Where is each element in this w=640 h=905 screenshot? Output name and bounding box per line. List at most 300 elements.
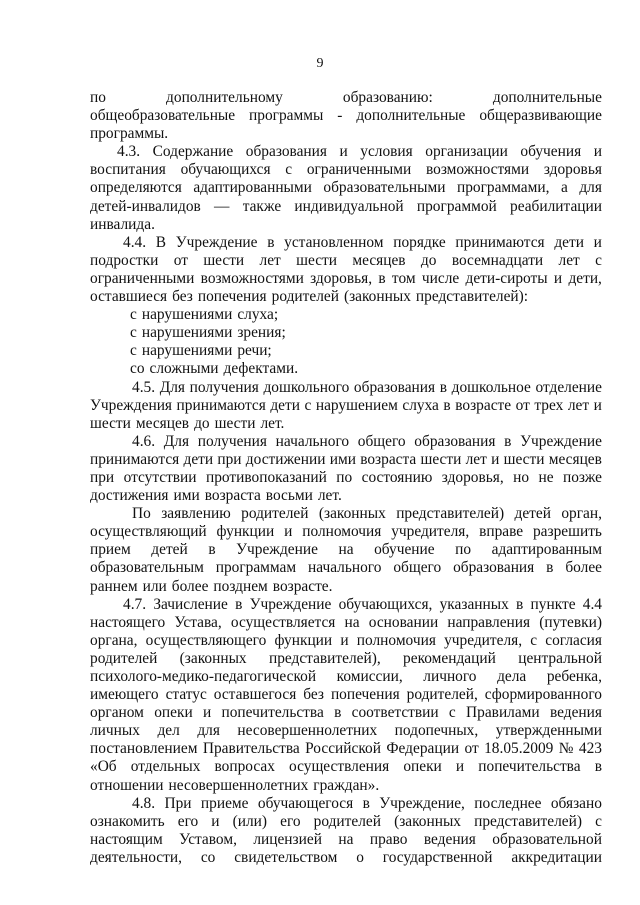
word: противопоказаний [205, 468, 327, 486]
word: без [303, 686, 324, 704]
word: По [132, 505, 151, 523]
word: образовательной [492, 830, 602, 848]
word: и [553, 269, 563, 287]
text-line [90, 216, 602, 234]
word: в [208, 541, 216, 559]
word: с [448, 704, 456, 722]
text-line [90, 559, 602, 577]
word: 423 [578, 740, 602, 758]
word: программой [416, 197, 497, 215]
word: ими [329, 450, 356, 468]
word: в [235, 595, 243, 613]
word: попечительства [478, 758, 581, 776]
word: личных [90, 722, 140, 740]
word: и [340, 631, 349, 649]
word: получения [197, 432, 267, 450]
word: позже [562, 468, 602, 486]
word: дети [270, 396, 300, 414]
word: обучающихся, [338, 595, 433, 613]
word: общего [357, 432, 406, 450]
word: программы. [90, 125, 169, 143]
word: в [378, 269, 386, 287]
word: обучающихся [180, 161, 271, 179]
word: с [130, 306, 137, 324]
word: ими [173, 487, 200, 505]
word: учредителя, [444, 631, 523, 649]
word: и [455, 758, 465, 776]
word: пункте [530, 595, 576, 613]
text-line [90, 758, 602, 776]
text-line [90, 831, 602, 849]
word: представителей): [415, 288, 529, 306]
word: Российской [305, 740, 381, 758]
word: вопросах [214, 758, 275, 776]
word: условия [360, 143, 413, 161]
word: лет [558, 251, 580, 269]
text-line [90, 415, 602, 433]
word: Уставом, [179, 830, 237, 848]
word: 4.8. [132, 794, 156, 812]
word: адаптированными [193, 179, 312, 197]
word: детей [514, 505, 551, 523]
word: дел [157, 722, 180, 740]
word: 4.3. [117, 143, 141, 161]
word: право [369, 830, 408, 848]
word: принимаются [90, 450, 180, 468]
word: но [513, 468, 530, 486]
word: по [336, 468, 353, 486]
word: воспитания [90, 161, 166, 179]
word: речи; [237, 342, 272, 360]
word: обучающегося [257, 794, 354, 812]
word: подопечных, [394, 722, 479, 740]
word: № [558, 740, 574, 758]
word: раннем [90, 577, 138, 595]
word: полномочия [356, 631, 436, 649]
text-line [90, 686, 602, 704]
word: дошкольного [263, 378, 350, 396]
word: с [595, 251, 602, 269]
text-line [90, 451, 602, 469]
word: Учреждение [520, 432, 602, 450]
word: дополнительные [492, 89, 602, 106]
text-line [90, 740, 602, 758]
word: (законных [179, 649, 247, 667]
word: том [391, 269, 416, 287]
word: Для [163, 432, 190, 450]
word: нарушениями [141, 306, 233, 324]
word: с [285, 161, 293, 179]
word: от [173, 251, 188, 269]
text-line [90, 342, 602, 360]
word: орган, [561, 505, 602, 523]
word: образования [453, 559, 535, 577]
word: ознакомить [90, 812, 165, 830]
text-line [90, 234, 602, 252]
word: на [338, 541, 354, 559]
word: (законных [318, 505, 386, 523]
word: состоянию [361, 468, 433, 486]
word: осуществляющего [145, 631, 267, 649]
word: начального [275, 432, 350, 450]
word: попечения [330, 686, 400, 704]
word: организации [425, 143, 508, 161]
text-line [90, 813, 602, 831]
word: в [439, 378, 448, 396]
word: позднем [213, 577, 268, 595]
word: ограниченными [90, 269, 195, 287]
word: без [172, 288, 193, 306]
word: осуществляющий [90, 523, 207, 541]
word: и [593, 233, 602, 251]
word: возрасте [455, 396, 512, 414]
word: направления [447, 613, 531, 631]
word: психолого-медико-педагогической [90, 668, 317, 685]
word: (законных [343, 288, 411, 306]
text-line [90, 668, 602, 686]
word: дошкольное [451, 378, 531, 396]
word: зрения; [237, 324, 286, 342]
document-body [90, 89, 602, 867]
word: Учреждение [175, 233, 258, 251]
word: рекомендаций [403, 649, 496, 667]
word: и [593, 143, 602, 161]
word: 4.4. [123, 233, 147, 251]
word: центральной [518, 649, 602, 667]
word: и [211, 812, 220, 830]
word: лет. [260, 414, 285, 432]
text-line [90, 324, 602, 342]
word: программами, [456, 179, 550, 197]
word: Правительства [202, 740, 300, 758]
word: ведения [423, 830, 476, 848]
word: осуществления [289, 758, 390, 776]
word: - [337, 107, 343, 125]
word: с [130, 324, 137, 342]
word: 4.6. [132, 432, 156, 450]
text-line [90, 107, 602, 125]
word: нарушениями [141, 324, 233, 342]
word: не [538, 468, 554, 486]
word: с [304, 396, 312, 414]
word: возраста [204, 487, 261, 505]
word: месяцев [352, 251, 406, 269]
word: вправе [479, 523, 524, 541]
word: дети-сироты [465, 269, 548, 287]
word: инвалида. [90, 215, 155, 233]
word: образованию: [342, 89, 433, 106]
word: общего [393, 559, 442, 577]
word: шести [420, 450, 462, 468]
word: индивидуальной [294, 197, 404, 215]
word: числе [421, 269, 460, 287]
text-line [90, 795, 602, 813]
word: дополнительные [356, 107, 466, 125]
word: Учреждение [249, 595, 332, 613]
text-line [90, 578, 602, 596]
word: нарушениями [141, 342, 233, 360]
text-line [90, 89, 602, 107]
word: в [516, 595, 524, 613]
word: возможностями [425, 161, 530, 179]
text-line [90, 650, 602, 668]
word: получения [189, 378, 259, 396]
word: При [164, 794, 192, 812]
text-line [90, 505, 602, 523]
word: согласия [545, 631, 602, 649]
word: ребенка, [546, 668, 602, 685]
word: 4.5. [132, 378, 156, 396]
word: принимаются [176, 396, 266, 414]
word: образовательным [90, 559, 204, 577]
text-line [90, 541, 602, 559]
word: утвержденными [495, 722, 602, 740]
word: 4.7. [123, 595, 147, 613]
word: в [504, 432, 512, 450]
word: со [200, 848, 216, 866]
word: детей [151, 541, 188, 559]
text-line [90, 143, 602, 161]
word: и [593, 396, 602, 414]
word: лет. [317, 487, 342, 505]
word: шести [503, 450, 545, 468]
text-line [90, 523, 602, 541]
word: в [594, 758, 602, 776]
word: Учреждение [236, 541, 318, 559]
text-line [90, 704, 602, 722]
word: родителей, [406, 686, 478, 704]
word: в [546, 559, 554, 577]
word: комиссии, [336, 668, 403, 685]
word: и [491, 450, 500, 468]
word: учредителя, [391, 523, 470, 541]
word: В [155, 233, 167, 251]
word: принимаются [455, 233, 545, 251]
word: от [515, 396, 530, 414]
word: по [455, 541, 472, 559]
word: последнее [474, 794, 542, 812]
word: начального [308, 559, 382, 577]
text-line [90, 179, 602, 197]
text-line [90, 306, 602, 324]
word: родителей [90, 649, 158, 667]
word: также [242, 197, 282, 215]
word: родителей [241, 505, 309, 523]
word: трех [534, 396, 564, 414]
word: разрешить [532, 523, 602, 541]
word: отдельных [130, 758, 201, 776]
word: образования [414, 432, 496, 450]
word: при [90, 468, 115, 486]
word: основании [368, 613, 439, 631]
word: обучения [520, 143, 582, 161]
text-line [90, 433, 602, 451]
word: в [267, 233, 275, 251]
word: Учреждения [90, 396, 173, 414]
word: заявлению [161, 505, 231, 523]
word: от [464, 740, 479, 758]
word: несовершеннолетних [237, 722, 378, 740]
word: для [579, 179, 602, 197]
word: восемнадцати [451, 251, 544, 269]
word: Для [159, 378, 185, 396]
word: статус [165, 686, 207, 704]
word: свидетельством [234, 848, 338, 866]
word: и [284, 523, 293, 541]
word: реабилитации [510, 197, 602, 215]
word: в [362, 794, 370, 812]
word: опеки [154, 704, 193, 722]
word: указанных [439, 595, 509, 613]
word: постановлением [90, 740, 198, 758]
text-line [90, 469, 602, 487]
word: программам [215, 559, 297, 577]
word: ведения [549, 704, 602, 722]
word: настоящего [90, 613, 166, 631]
word: здоровья [543, 161, 602, 179]
word: возрасте. [272, 577, 333, 595]
word: отсутствии [123, 468, 197, 486]
word: оставшегося [213, 686, 297, 704]
word: о [356, 848, 364, 866]
text-line [90, 397, 602, 415]
word: его [280, 812, 301, 830]
word: имеющего [90, 686, 159, 704]
word: отношении [90, 776, 164, 794]
word: со [130, 360, 145, 378]
word: образования [353, 378, 436, 396]
word: обязано [550, 794, 602, 812]
word: шести [214, 414, 256, 432]
word: общеобразовательные [90, 107, 236, 125]
word: Учреждение, [379, 794, 465, 812]
word: (законных [394, 812, 461, 830]
word: ограниченными [306, 161, 412, 179]
word: для [197, 722, 220, 740]
text-line [90, 198, 602, 216]
word: общеразвивающие [479, 107, 602, 125]
word: подростки [90, 251, 159, 269]
word: программы [249, 107, 324, 125]
word: возможностями [200, 269, 304, 287]
word: 4.4 [582, 595, 602, 613]
word: родителей [271, 288, 339, 306]
word: по [90, 89, 106, 106]
word: Правилами [466, 704, 540, 722]
word: сформированного [484, 686, 602, 704]
word: представителей) [396, 505, 505, 523]
text-line [90, 632, 602, 650]
word: функции [274, 631, 333, 649]
word: с [130, 342, 137, 360]
word: с [530, 631, 538, 649]
word: попечительства [221, 704, 324, 722]
word: полномочия [302, 523, 382, 541]
word: и [202, 704, 212, 722]
word: сложными [149, 360, 219, 378]
word: представителей), [268, 649, 381, 667]
word: (путевки) [539, 613, 602, 631]
word: детей-инвалидов [90, 197, 201, 215]
word: Зачисление [153, 595, 228, 613]
word: определяются [90, 179, 182, 197]
word: восьми [265, 487, 313, 505]
word: дети [554, 233, 584, 251]
text-line [90, 849, 602, 867]
word: дефектами. [223, 360, 299, 378]
word: месяцев [548, 450, 602, 468]
word: осуществляется [230, 613, 336, 631]
text-line [90, 360, 602, 378]
word: деятельности, [90, 848, 182, 866]
word: нарушением [315, 396, 398, 414]
word: лет [567, 396, 590, 414]
text-line [90, 288, 602, 306]
word: оставшиеся [90, 288, 168, 306]
word: здоровья, [441, 468, 504, 486]
word: более [565, 559, 602, 577]
word: несовершеннолетних [168, 776, 309, 794]
word: аккредитации [511, 848, 602, 866]
word: более [171, 577, 209, 595]
word: образовательными [323, 179, 446, 197]
word: лет [465, 450, 487, 468]
page-number: 9 [316, 56, 324, 71]
word: личного [423, 668, 477, 685]
word: (или) [232, 812, 268, 830]
text-line [90, 161, 602, 179]
word: представителей) [474, 812, 582, 830]
word: его [177, 812, 199, 830]
word: государственной [382, 848, 493, 866]
word: порядке [393, 233, 446, 251]
text-line [90, 125, 602, 143]
word: дела [497, 668, 527, 685]
word: до [420, 251, 437, 269]
text-line [90, 487, 602, 505]
word: дети [183, 450, 214, 468]
word: в [334, 704, 342, 722]
text-line [90, 722, 602, 740]
word: слуха; [237, 306, 279, 324]
word: органом [90, 704, 144, 722]
word: и [339, 143, 348, 161]
word: на [338, 830, 354, 848]
word: шести [90, 414, 131, 432]
word: лет [259, 251, 281, 269]
word: родителей [313, 812, 381, 830]
word: или [142, 577, 167, 595]
word: «Об [90, 758, 117, 776]
word: дополнительному [166, 89, 283, 106]
word: попечения [197, 288, 267, 306]
word: приеме [200, 794, 249, 812]
word: с [595, 812, 602, 830]
word: граждан». [313, 776, 380, 794]
word: шести [296, 251, 337, 269]
word: возраста [360, 450, 417, 468]
word: месяцев [135, 414, 190, 432]
word: лицензией [253, 830, 322, 848]
word: обучение [374, 541, 435, 559]
word: установленном [284, 233, 384, 251]
text-line [90, 777, 602, 795]
text-line [90, 379, 602, 397]
word: Содержание [152, 143, 234, 161]
word: слуха [402, 396, 439, 414]
word: до [194, 414, 210, 432]
word: настоящим [90, 830, 163, 848]
